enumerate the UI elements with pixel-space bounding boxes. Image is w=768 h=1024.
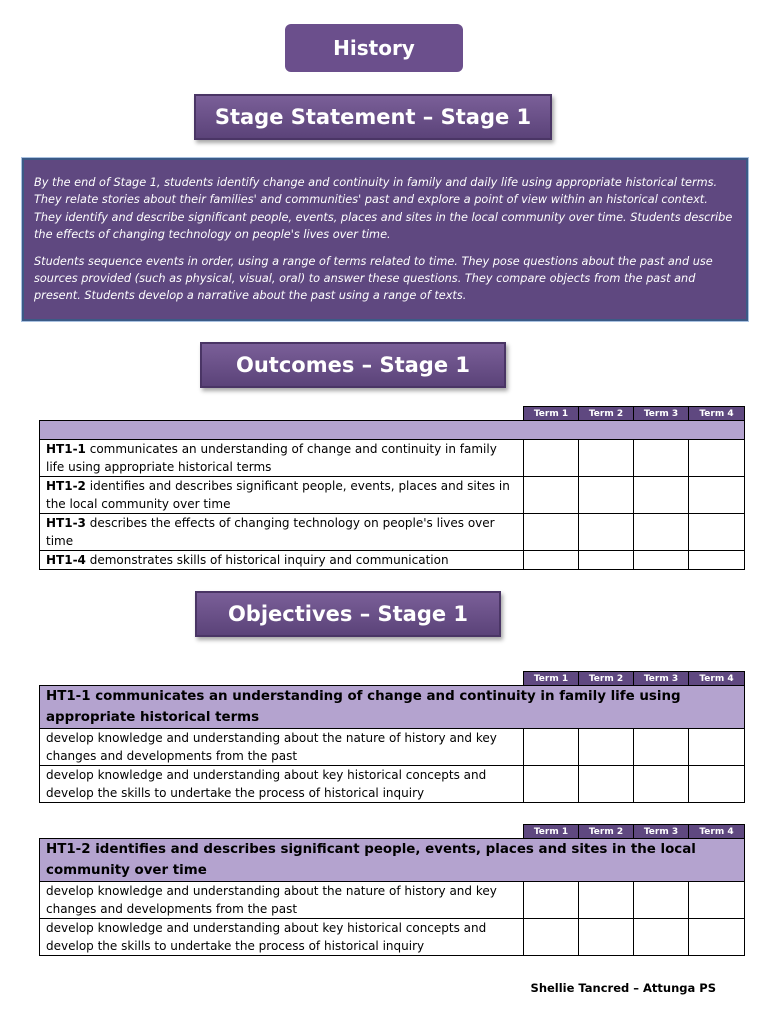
outcome-text: communicates an understanding of change and continuity in family life using appropriate historical terms	[46, 442, 497, 474]
term-cell[interactable]	[634, 729, 689, 766]
term-cell[interactable]	[524, 729, 579, 766]
outcome-code: HT1-3	[46, 516, 86, 530]
stage-statement-paragraph: By the end of Stage 1, students identify change and continuity in family and daily life using appropriate historical terms. They relate stories about their families' and communities' past and explore a point of view within an historical context. They identify and describe significant people, events, places and sites in the local community over time. Students describe the effects of changing technology on people's lives over time.	[34, 176, 733, 242]
term-cell[interactable]	[579, 766, 634, 803]
term-4-header: Term 4	[689, 672, 745, 686]
term-3-header: Term 3	[634, 672, 689, 686]
term-1-header: Term 1	[524, 672, 579, 686]
term-cell[interactable]	[634, 477, 689, 514]
term-cell[interactable]	[689, 766, 745, 803]
objective-text: develop knowledge and understanding about the nature of history and key changes and developments from the past	[40, 882, 524, 919]
objectives-heading: Objectives – Stage 1	[195, 591, 501, 637]
term-2-header: Term 2	[579, 825, 634, 839]
objective-header-row	[40, 686, 745, 729]
term-2-header: Term 2	[579, 407, 634, 421]
outcome-text: describes the effects of changing technology on people's lives over time	[46, 516, 495, 548]
term-header-row	[40, 407, 745, 421]
term-cell[interactable]	[524, 766, 579, 803]
term-cell[interactable]	[579, 551, 634, 570]
objectives-table-ht1-2	[39, 824, 745, 956]
outcome-code: HT1-2	[46, 479, 86, 493]
term-cell[interactable]	[689, 919, 745, 956]
term-cell[interactable]	[634, 919, 689, 956]
term-header-row	[40, 672, 745, 686]
term-4-header: Term 4	[689, 825, 745, 839]
term-cell[interactable]	[524, 882, 579, 919]
term-cell[interactable]	[524, 514, 579, 551]
term-3-header: Term 3	[634, 407, 689, 421]
term-cell[interactable]	[634, 551, 689, 570]
table-row	[40, 766, 745, 803]
table-row	[40, 919, 745, 956]
outcome-text: demonstrates skills of historical inquiry and communication	[85, 553, 449, 567]
term-3-header: Term 3	[634, 825, 689, 839]
term-cell[interactable]	[579, 882, 634, 919]
term-1-header: Term 1	[524, 407, 579, 421]
term-cell[interactable]	[634, 514, 689, 551]
term-cell[interactable]	[634, 440, 689, 477]
term-cell[interactable]	[579, 729, 634, 766]
page-title: History	[285, 24, 463, 72]
term-1-header: Term 1	[524, 825, 579, 839]
stage-statement-heading: Stage Statement – Stage 1	[194, 94, 552, 140]
table-row	[40, 551, 745, 570]
objective-header: HT1-2 identifies and describes significant people, events, places and sites in the local community over time	[40, 839, 745, 882]
table-row	[40, 514, 745, 551]
term-cell[interactable]	[579, 477, 634, 514]
term-header-row	[40, 825, 745, 839]
term-cell[interactable]	[579, 514, 634, 551]
stage-statement-paragraph: Students sequence events in order, using a range of terms related to time. They pose questions about the past and use sources provided (such as physical, visual, oral) to answer these questions. They compare objects from the past and present. Students develop a narrative about the past using a range of texts.	[34, 254, 713, 303]
term-cell[interactable]	[689, 551, 745, 570]
objective-header-row	[40, 839, 745, 882]
stage-statement-box	[22, 158, 748, 321]
outcome-code: HT1-1	[46, 442, 86, 456]
table-row	[40, 882, 745, 919]
term-cell[interactable]	[689, 514, 745, 551]
objectives-table-ht1-1	[39, 671, 745, 803]
outcome-code: HT1-4	[46, 553, 86, 567]
outcomes-heading: Outcomes – Stage 1	[200, 342, 506, 388]
outcomes-header-band	[40, 421, 745, 440]
term-cell[interactable]	[634, 766, 689, 803]
term-cell[interactable]	[689, 729, 745, 766]
objective-text: develop knowledge and understanding about the nature of history and key changes and developments from the past	[40, 729, 524, 766]
outcomes-table	[39, 406, 745, 570]
term-cell[interactable]	[579, 919, 634, 956]
term-2-header: Term 2	[579, 672, 634, 686]
term-cell[interactable]	[524, 919, 579, 956]
table-row	[40, 440, 745, 477]
table-row	[40, 729, 745, 766]
objective-text: develop knowledge and understanding about key historical concepts and develop the skills to undertake the process of historical inquiry	[40, 919, 524, 956]
author-footer: Shellie Tancred – Attunga PS	[530, 981, 716, 995]
objective-text: develop knowledge and understanding about key historical concepts and develop the skills to undertake the process of historical inquiry	[40, 766, 524, 803]
term-cell[interactable]	[689, 477, 745, 514]
term-cell[interactable]	[524, 477, 579, 514]
term-cell[interactable]	[634, 882, 689, 919]
term-cell[interactable]	[524, 440, 579, 477]
term-cell[interactable]	[579, 440, 634, 477]
term-cell[interactable]	[689, 882, 745, 919]
outcome-text: identifies and describes significant people, events, places and sites in the local community over time	[46, 479, 510, 511]
term-4-header: Term 4	[689, 407, 745, 421]
term-cell[interactable]	[524, 551, 579, 570]
term-cell[interactable]	[689, 440, 745, 477]
objective-header: HT1-1 communicates an understanding of change and continuity in family life using appropriate historical terms	[40, 686, 745, 729]
table-row	[40, 477, 745, 514]
